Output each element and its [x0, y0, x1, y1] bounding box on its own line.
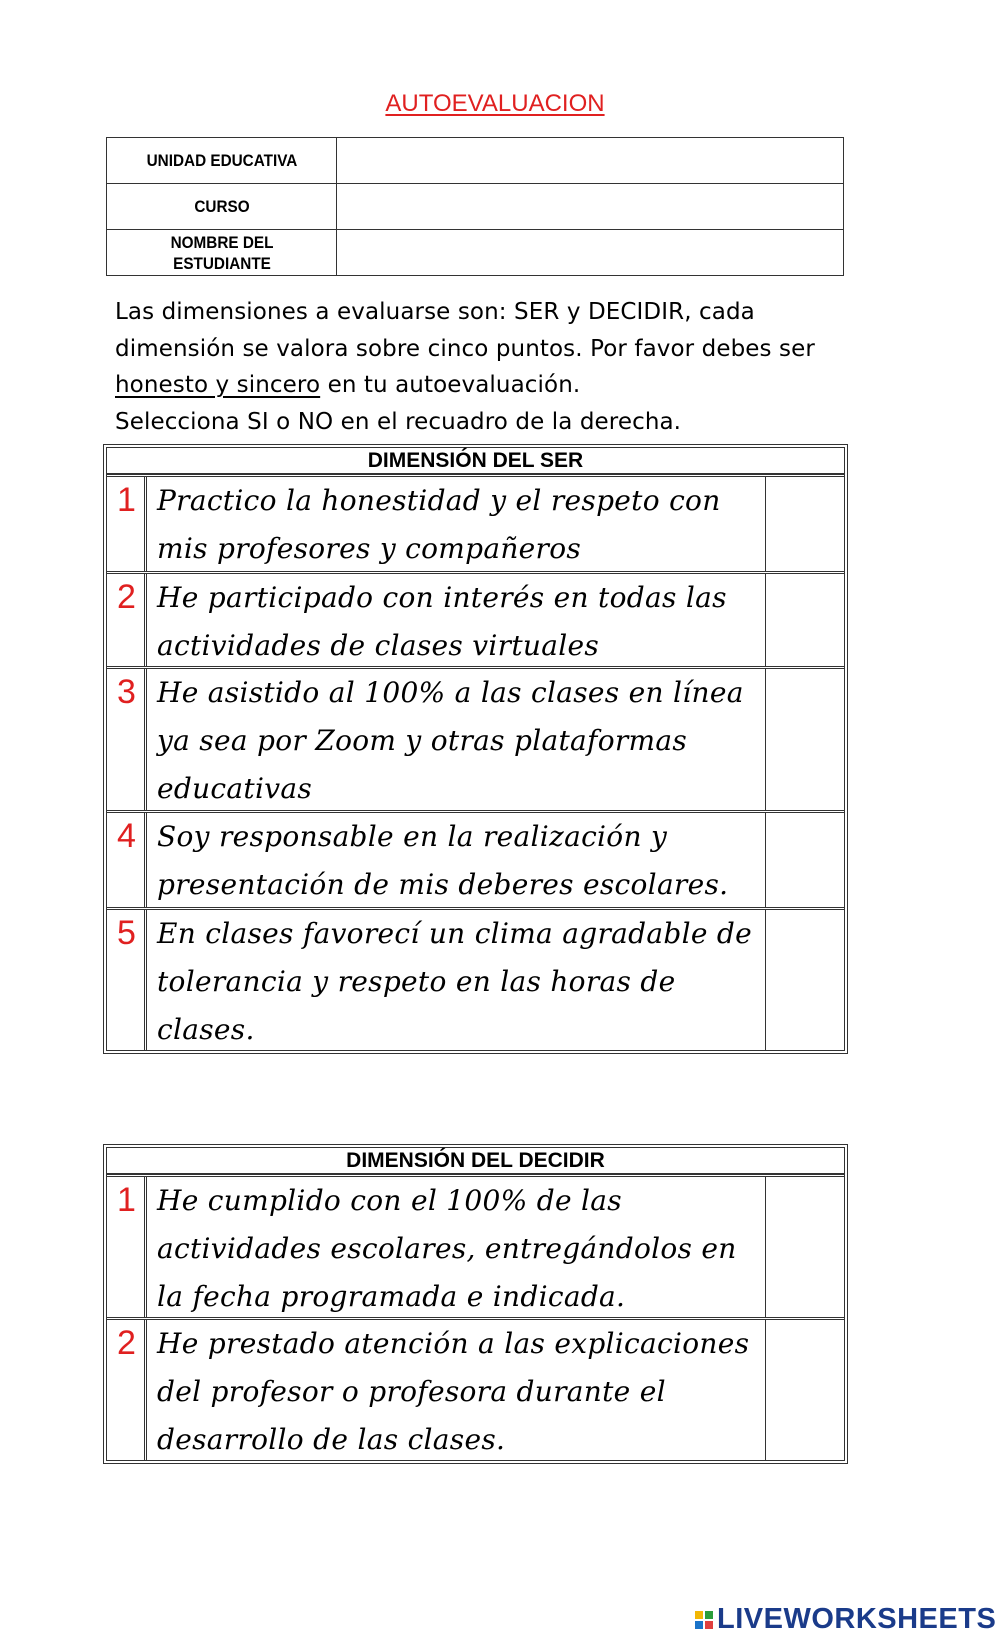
ser-item-number: 4 — [107, 813, 147, 907]
ser-item-row — [107, 907, 844, 1050]
ser-item-number: 5 — [107, 910, 147, 1050]
ser-item-text: He asistido al 100% a las clases en línea ya sea por Zoom y otras plataformas educativas — [157, 676, 744, 805]
info-label-unidad: UNIDAD EDUCATIVA — [118, 138, 325, 184]
ser-answer-box-3[interactable] — [765, 669, 844, 810]
page-title: AUTOEVALUACION — [385, 90, 605, 117]
ser-item-row — [107, 666, 844, 810]
ser-item-row — [107, 474, 844, 571]
decidir-answer-box-2[interactable] — [765, 1320, 844, 1460]
ser-item-number: 1 — [107, 477, 147, 571]
ser-answer-box-4[interactable] — [765, 813, 844, 907]
info-label-curso: CURSO — [118, 184, 325, 230]
brand-label: LIVEWORKSHEETS — [717, 1603, 997, 1635]
dimension-decidir-table — [106, 1147, 845, 1461]
logo-grid-icon — [695, 1611, 713, 1629]
decidir-item-text: He prestado atención a las explicaciones del profesor o profesora durante el desarrollo de las clases. — [157, 1327, 750, 1456]
ser-answer-box-2[interactable] — [765, 574, 844, 666]
ser-item-text: Practico la honestidad y el respeto con mis profesores y compañeros — [157, 484, 721, 565]
instructions-line-3 — [115, 367, 855, 404]
ser-item-row — [107, 810, 844, 907]
info-value-curso[interactable] — [337, 184, 844, 230]
ser-item-text: He participado con interés en todas las actividades de clases virtuales — [157, 581, 727, 662]
ser-answer-box-5[interactable] — [765, 910, 844, 1050]
decidir-item-row — [107, 1317, 844, 1460]
instructions-line-2: dimensión se valora sobre cinco puntos. Por favor debes ser — [115, 335, 815, 362]
dimension-ser-table — [106, 447, 845, 1051]
decidir-answer-box-1[interactable] — [765, 1177, 844, 1317]
info-value-unidad[interactable] — [337, 138, 844, 184]
instructions-line-3-rest: en tu autoevaluación. — [320, 372, 581, 398]
dimension-ser-heading: DIMENSIÓN DEL SER — [107, 448, 844, 474]
instructions — [115, 294, 855, 440]
decidir-item-number: 2 — [107, 1320, 147, 1460]
info-row-curso — [107, 184, 844, 230]
info-label-nombre: NOMBRE DEL ESTUDIANTE — [118, 230, 325, 276]
liveworksheets-logo — [695, 1603, 996, 1636]
dimension-decidir-heading: DIMENSIÓN DEL DECIDIR — [107, 1148, 844, 1174]
ser-item-number: 3 — [107, 669, 147, 810]
ser-item-text: En clases favorecí un clima agradable de tolerancia y respeto en las horas de clases. — [157, 917, 752, 1046]
ser-item-text: Soy responsable en la realización y presentación de mis deberes escolares. — [157, 820, 729, 901]
instructions-emphasis: honesto y sincero — [115, 372, 321, 398]
info-value-nombre[interactable] — [337, 230, 844, 276]
instructions-line-1: Las dimensiones a evaluarse son: SER y DECIDIR, cada — [115, 299, 755, 325]
ser-answer-box-1[interactable] — [765, 477, 844, 571]
info-row-nombre — [107, 230, 844, 276]
decidir-item-row — [107, 1174, 844, 1317]
instructions-line-4: Selecciona SI o NO en el recuadro de la derecha. — [115, 408, 682, 435]
info-row-unidad — [107, 138, 844, 184]
student-info-table — [106, 137, 844, 276]
decidir-item-text: He cumplido con el 100% de las actividades escolares, entregándolos en la fecha programada e indicada. — [157, 1184, 737, 1313]
decidir-item-number: 1 — [107, 1177, 147, 1317]
ser-item-number: 2 — [107, 574, 147, 666]
ser-item-row — [107, 571, 844, 666]
